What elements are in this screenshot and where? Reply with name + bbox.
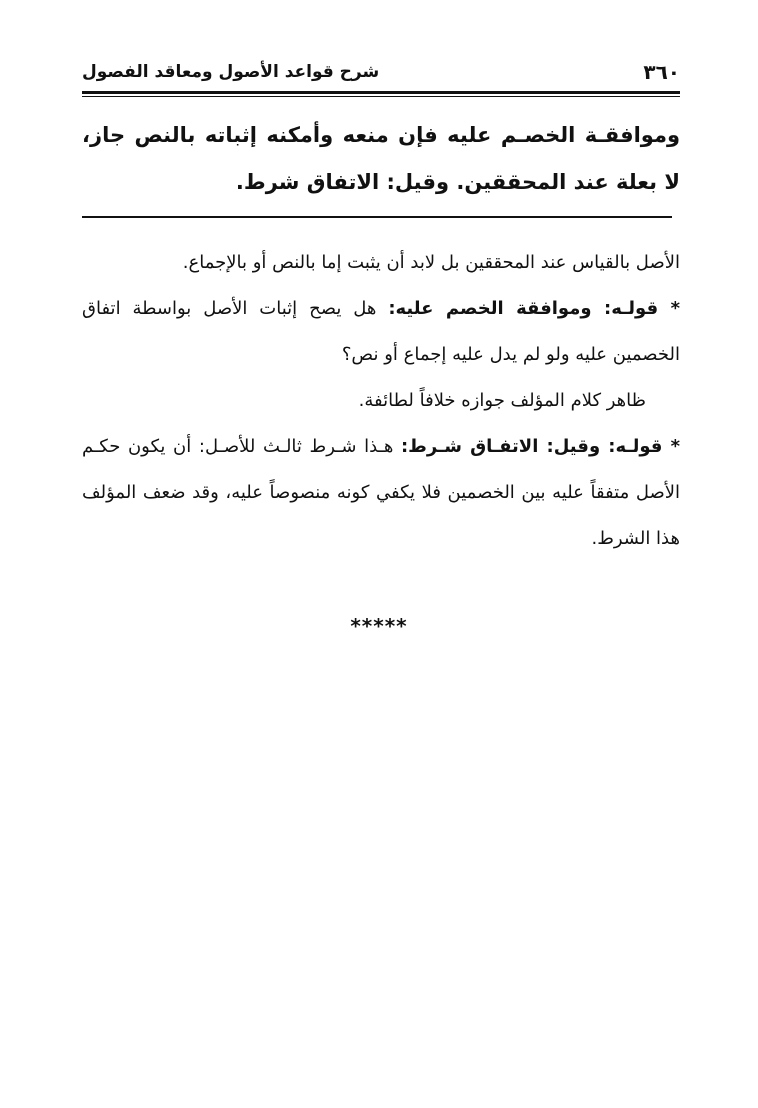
running-header [82, 60, 680, 90]
footnote-separator [82, 216, 672, 218]
paragraph-lead: * قولـه: وقيل: الاتفـاق شـرط: [400, 436, 680, 457]
paragraph-text: هل يصح إثبات الأصل بواسطة اتفاق الخصمين عليه ولو لم يدل عليه إجماع أو نص؟ [82, 298, 680, 365]
commentary-paragraph-2 [82, 286, 680, 378]
page-number: ٣٦٠ [643, 60, 680, 84]
paragraph-text: هـذا شـرط ثالـث للأصـل: أن يكون حكـم الأصل متفقاً عليه بين الخصمين فلا يكفي كونه منصوصاً عليه، وقد ضعف المؤلف هذا الشرط. [82, 436, 680, 549]
end-marker: ***** [350, 614, 408, 638]
commentary-paragraph-1: الأصل بالقياس عند المحققين بل لابد أن يثبت إما بالنص أو بالإجماع. [182, 252, 680, 273]
commentary-paragraph-4 [82, 424, 680, 562]
running-title: شرح قواعد الأصول ومعاقد الفصول [82, 62, 380, 82]
paragraph-lead: * قولـه: وموافقة الخصم عليه: [388, 298, 680, 319]
commentary-paragraph-3: ظاهر كلام المؤلف جوازه خلافاً لطائفة. [358, 390, 646, 411]
commentary [82, 240, 680, 562]
main-text: وموافقـة الخصـم عليه فإن منعه وأمكنه إثباته بالنص جاز، لا بعلة عند المحققين. وقيل: الاتفاق شرط. [82, 123, 680, 194]
header-rule-thin [82, 96, 680, 97]
header-rule-thick [82, 91, 680, 94]
